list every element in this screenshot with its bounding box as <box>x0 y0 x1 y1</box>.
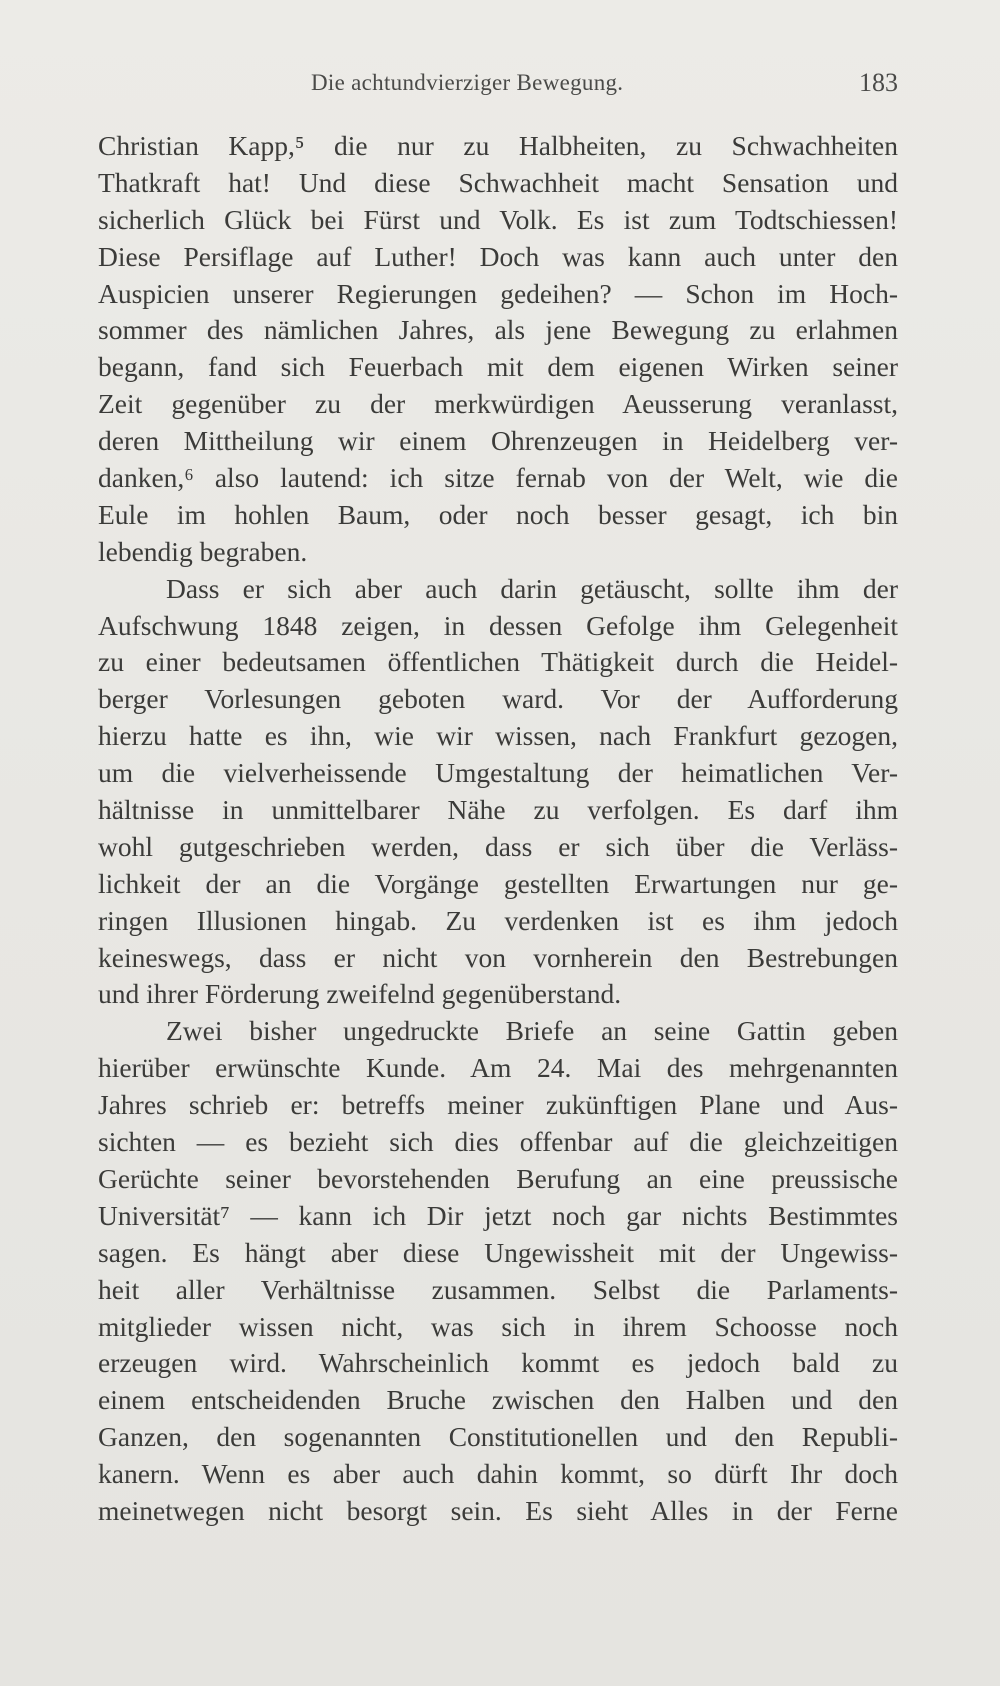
text-line: heit aller Verhältnisse zusammen. Selbst die Parlaments- <box>98 1273 898 1305</box>
text-line: Diese Persiflage auf Luther! Doch was kann auch unter den <box>98 240 898 272</box>
text-line: Ganzen, den sogenannten Constitutionellen und den Republi- <box>98 1421 898 1453</box>
text-line: Thatkraft hat! Und diese Schwachheit macht Sensation und <box>98 166 898 198</box>
text-line: erzeugen wird. Wahrscheinlich kommt es jedoch bald zu <box>98 1347 898 1379</box>
text-line: sagen. Es hängt aber diese Ungewissheit mit der Ungewiss- <box>98 1236 898 1268</box>
text-line: sicherlich Glück bei Fürst und Volk. Es ist zum Todtschiessen! <box>98 203 898 235</box>
text-line: wohl gutgeschrieben werden, dass er sich über die Verläss- <box>98 830 898 862</box>
text-line: sichten — es bezieht sich dies offenbar auf die gleichzeitigen <box>98 1126 898 1158</box>
text-line: berger Vorlesungen geboten ward. Vor der Aufforderung <box>98 683 898 715</box>
text-line: meinetwegen nicht besorgt sein. Es sieht Alles in der Ferne <box>98 1494 898 1526</box>
text-line: hierüber erwünschte Kunde. Am 24. Mai des mehrgenannten <box>98 1052 898 1084</box>
text-line: Eule im hohlen Baum, oder noch besser gesagt, ich bin <box>98 498 898 530</box>
text-line: kanern. Wenn es aber auch dahin kommt, so dürft Ihr doch <box>98 1458 898 1490</box>
text-line: Zeit gegenüber zu der merkwürdigen Aeusserung veranlasst, <box>98 388 898 420</box>
text-line: lebendig begraben. <box>98 535 308 567</box>
text-line: um die vielverheissende Umgestaltung der heimatlichen Ver- <box>98 757 898 789</box>
text-line: und ihrer Förderung zweifelnd gegenüberstand. <box>98 978 622 1010</box>
running-title: Die achtundvierziger Bewegung. <box>311 70 624 95</box>
text-line: Gerüchte seiner bevorstehenden Berufung an eine preussische <box>98 1162 898 1194</box>
text-line: Auspicien unserer Regierungen gedeihen? — Schon im Hoch- <box>98 277 898 309</box>
text-line: Dass er sich aber auch darin getäuscht, sollte ihm der <box>166 572 898 604</box>
body-text <box>98 128 898 1530</box>
text-line: Jahres schrieb er: betreffs meiner zukünftigen Plane und Aus- <box>98 1089 898 1121</box>
page-number: 183 <box>859 68 898 97</box>
text-line: deren Mittheilung wir einem Ohrenzeugen in Heidelberg ver- <box>98 425 898 457</box>
text-line: Christian Kapp,⁵ die nur zu Halbheiten, zu Schwachheiten <box>98 130 898 161</box>
text-line: ringen Illusionen hingab. Zu verdenken ist es ihm jedoch <box>98 904 898 936</box>
text-line: sommer des nämlichen Jahres, als jene Bewegung zu erlahmen <box>98 314 898 346</box>
text-line: Zwei bisher ungedruckte Briefe an seine Gattin geben <box>166 1015 898 1047</box>
text-line: mitglieder wissen nicht, was sich in ihrem Schoosse noch <box>98 1310 898 1342</box>
text-line: zu einer bedeutsamen öffentlichen Thätigkeit durch die Heidel- <box>98 646 898 678</box>
running-head <box>98 70 898 100</box>
text-line: einem entscheidenden Bruche zwischen den Halben und den <box>98 1384 898 1416</box>
text-line: hältnisse in unmittelbarer Nähe zu verfolgen. Es darf ihm <box>98 794 898 826</box>
text-line: keineswegs, dass er nicht von vornherein den Bestrebungen <box>98 941 898 973</box>
text-line: hierzu hatte es ihn, wie wir wissen, nach Frankfurt gezogen, <box>98 720 898 752</box>
text-line: lichkeit der an die Vorgänge gestellten Erwartungen nur ge- <box>98 867 898 899</box>
text-line: danken,⁶ also lautend: ich sitze fernab von der Welt, wie die <box>98 462 898 494</box>
text-line: Aufschwung 1848 zeigen, in dessen Gefolge ihm Gelegenheit <box>98 609 898 641</box>
text-line: Universität⁷ — kann ich Dir jetzt noch gar nichts Bestimmtes <box>98 1199 898 1231</box>
text-line: begann, fand sich Feuerbach mit dem eigenen Wirken seiner <box>98 351 898 383</box>
